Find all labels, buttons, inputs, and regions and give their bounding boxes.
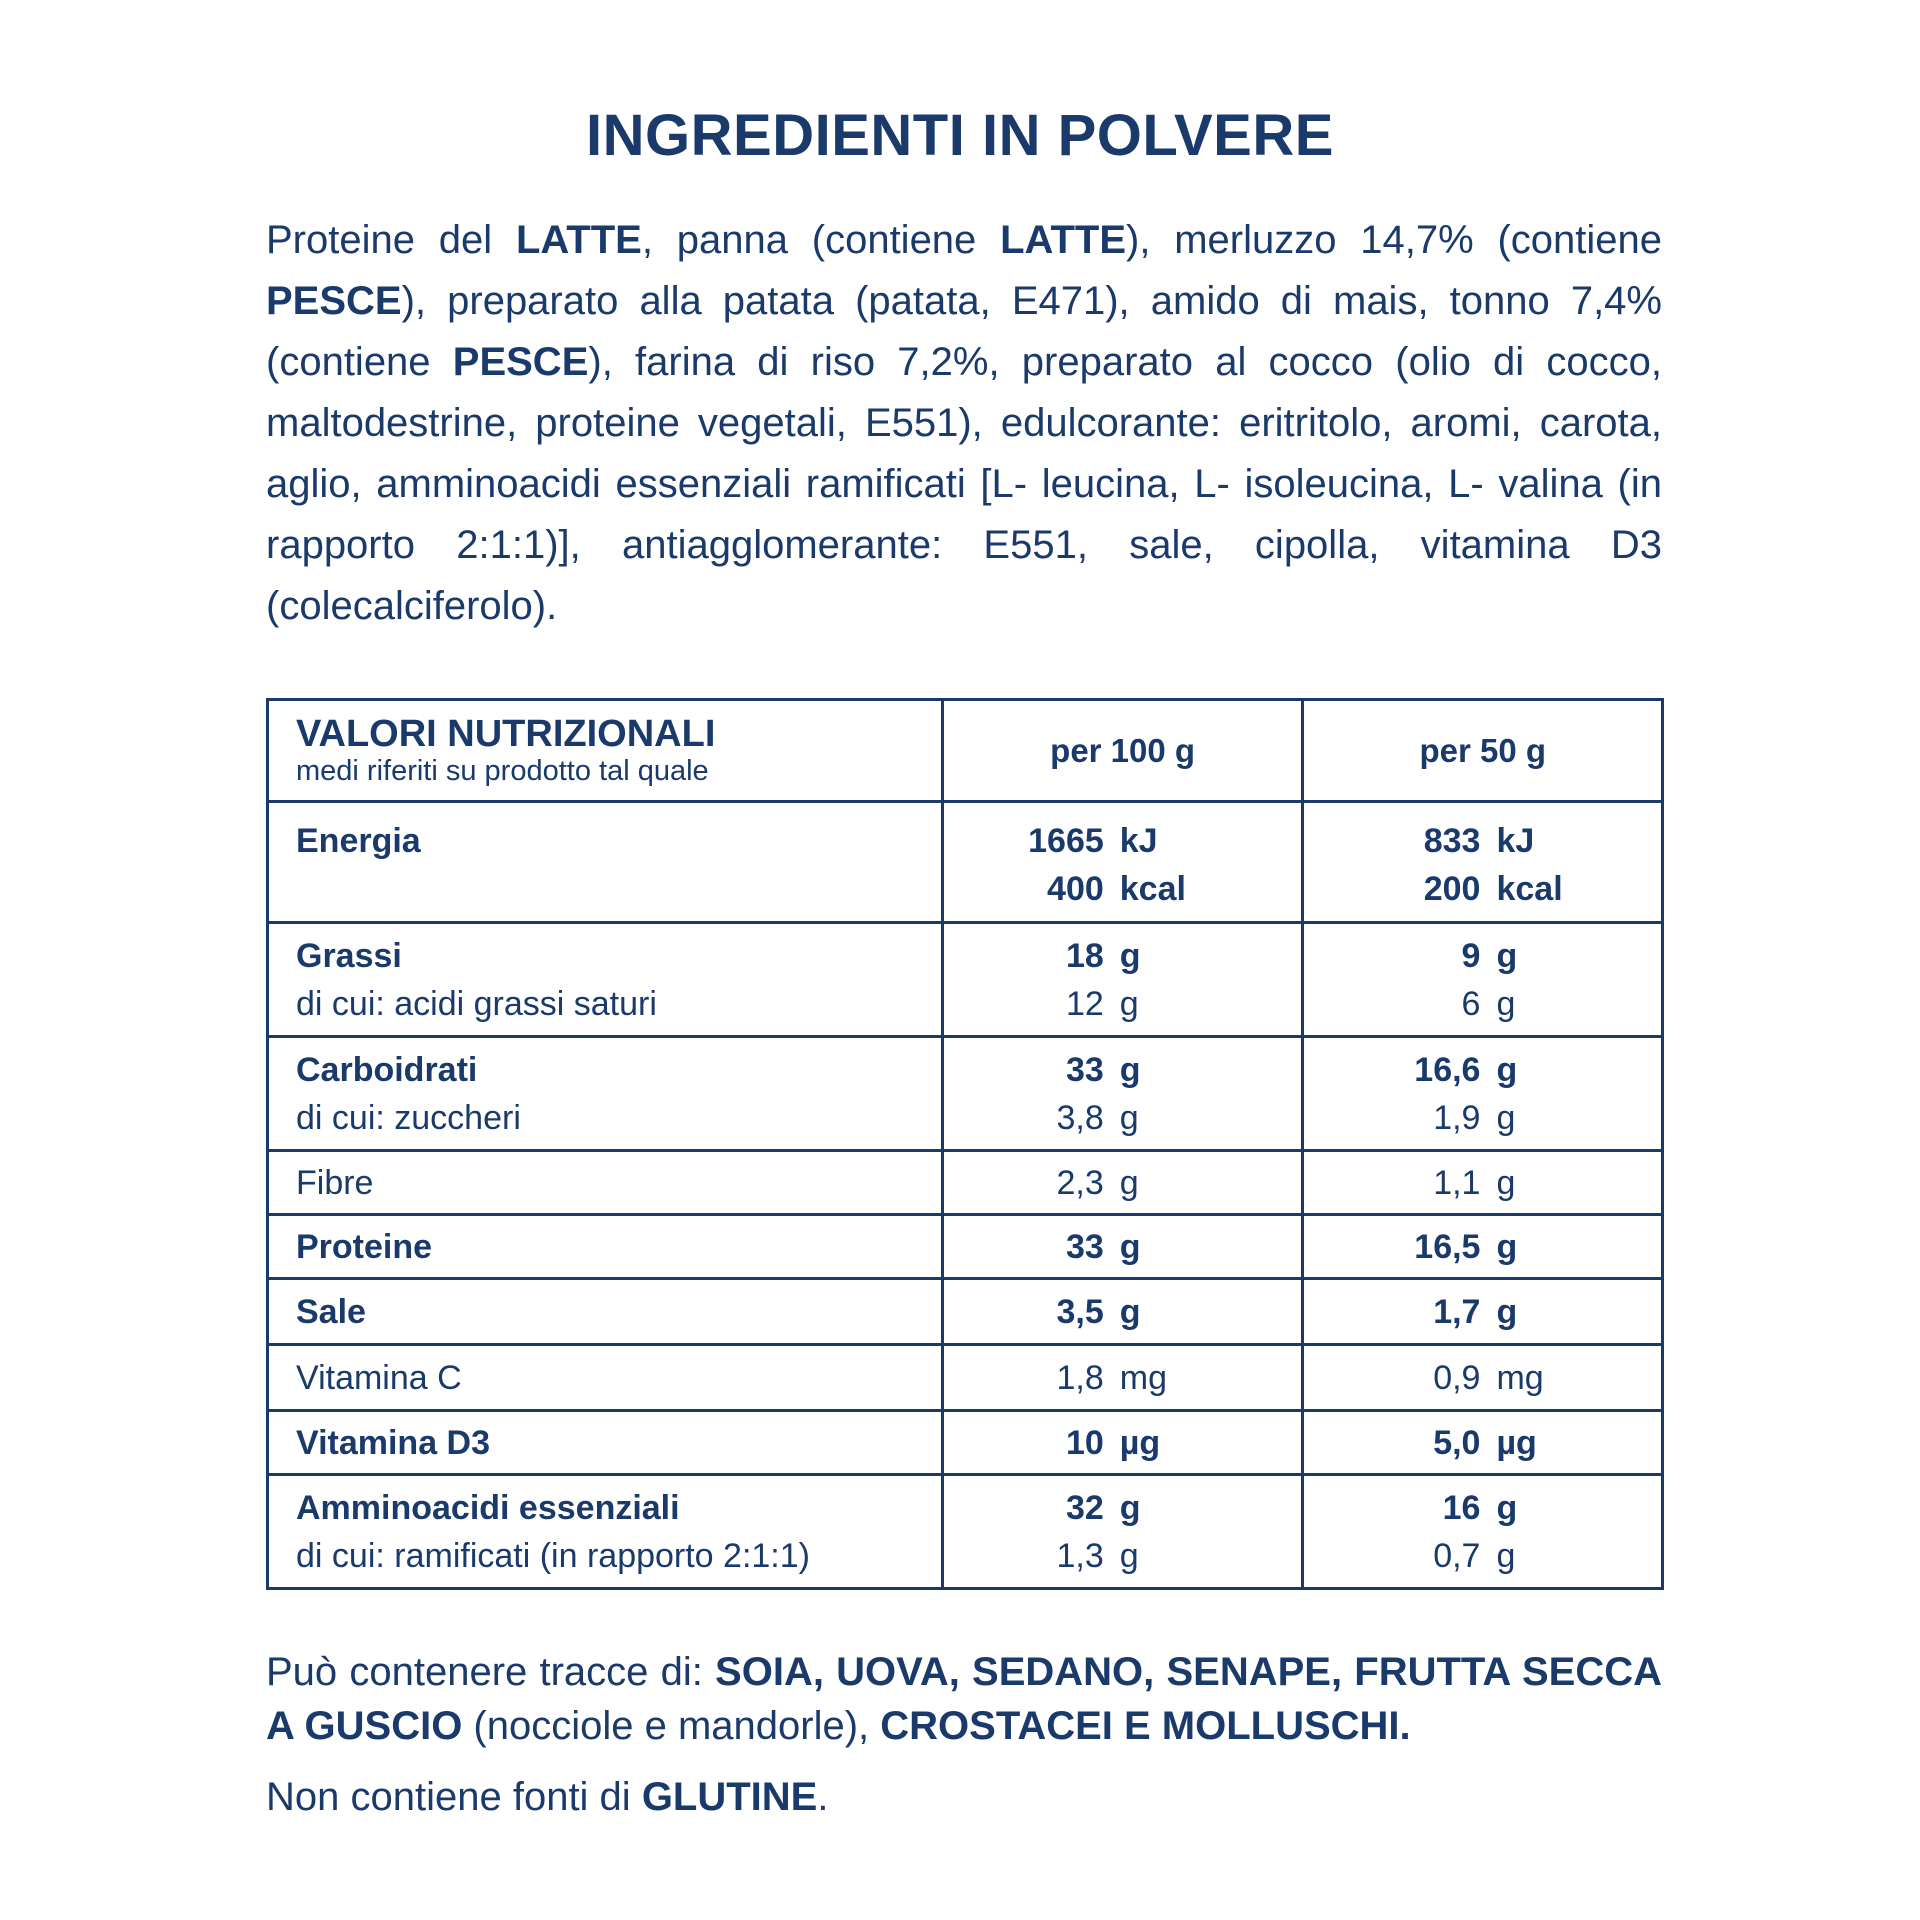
allergen-highlight: LATTE bbox=[515, 218, 642, 262]
unit: g bbox=[1119, 1163, 1139, 1202]
value-cell bbox=[1303, 802, 1663, 923]
value: 1,3 bbox=[1056, 1536, 1104, 1575]
row-label: Carboidrati bbox=[296, 1050, 478, 1089]
ingredients-segment: , panna (contiene bbox=[641, 218, 1001, 262]
row-label: Fibre bbox=[296, 1163, 374, 1202]
unit: kcal bbox=[1119, 870, 1186, 908]
value-cell bbox=[1303, 1151, 1663, 1215]
value: 33 bbox=[1065, 1050, 1104, 1089]
table-row-vitamin-d3 bbox=[268, 1411, 1663, 1475]
gluten-segment: . bbox=[817, 1775, 829, 1819]
unit: µg bbox=[1119, 1423, 1161, 1462]
value: 5,0 bbox=[1433, 1423, 1481, 1462]
gluten-segment: Non contiene fonti di bbox=[266, 1775, 642, 1819]
value-cell bbox=[1303, 1475, 1663, 1589]
unit: g bbox=[1496, 1292, 1518, 1331]
value: 1,9 bbox=[1433, 1098, 1481, 1137]
unit: g bbox=[1119, 1050, 1141, 1089]
allergen-highlight: CROSTACEI E MOLLUSCHI. bbox=[880, 1704, 1411, 1748]
value-cell bbox=[1303, 1411, 1663, 1475]
value-line bbox=[944, 865, 1302, 913]
allergen-segment: (nocciole e mandorle), bbox=[462, 1704, 881, 1748]
unit: mg bbox=[1496, 1358, 1544, 1397]
table-row-energy bbox=[268, 802, 1663, 923]
value: 16 bbox=[1442, 1488, 1481, 1527]
value: 0,7 bbox=[1433, 1536, 1481, 1575]
unit: g bbox=[1119, 1292, 1141, 1331]
unit: g bbox=[1496, 1098, 1516, 1137]
row-label-cell bbox=[268, 1411, 943, 1475]
header-name-cell bbox=[268, 700, 943, 802]
allergen-highlight: LATTE bbox=[1000, 218, 1126, 262]
allergen-highlight: PESCE bbox=[266, 279, 402, 323]
table-row-vitamin-c bbox=[268, 1345, 1663, 1411]
allergen-highlight: SOIA, UOVA, SEDANO, SENAPE, FRUTTA SECCA A GUSCIO bbox=[266, 1650, 1662, 1748]
value: 3,5 bbox=[1056, 1292, 1104, 1331]
value: 9 bbox=[1461, 936, 1481, 975]
value-cell bbox=[1303, 1037, 1663, 1151]
value: 1,7 bbox=[1433, 1292, 1481, 1331]
value-cell bbox=[942, 1151, 1303, 1215]
value-cell bbox=[1303, 1345, 1663, 1411]
value-cell bbox=[942, 1215, 1303, 1279]
unit: g bbox=[1119, 1227, 1141, 1266]
row-label-cell bbox=[268, 1345, 943, 1411]
value: 3,8 bbox=[1056, 1098, 1104, 1137]
unit: g bbox=[1496, 1488, 1518, 1527]
table-title: VALORI NUTRIZIONALI bbox=[296, 712, 716, 755]
table-row-fat bbox=[268, 923, 1663, 1037]
value: 0,9 bbox=[1433, 1358, 1481, 1397]
table-row-carbs bbox=[268, 1037, 1663, 1151]
unit: mg bbox=[1119, 1358, 1167, 1397]
row-label: Vitamina D3 bbox=[296, 1423, 491, 1462]
ingredients-text bbox=[266, 210, 1662, 637]
row-label-cell bbox=[268, 802, 943, 923]
unit: kJ bbox=[1496, 822, 1535, 860]
unit: g bbox=[1119, 1536, 1139, 1575]
value-cell bbox=[942, 923, 1303, 1037]
unit: g bbox=[1119, 936, 1141, 975]
value-cell bbox=[942, 1345, 1303, 1411]
value: 6 bbox=[1461, 984, 1481, 1023]
unit: g bbox=[1496, 1536, 1516, 1575]
value: 32 bbox=[1065, 1488, 1104, 1527]
ingredients-segment: Proteine del bbox=[266, 218, 516, 262]
row-label-cell bbox=[268, 1475, 943, 1589]
value: 400 bbox=[1047, 870, 1104, 908]
row-label: Sale bbox=[296, 1292, 366, 1331]
value: 33 bbox=[1065, 1227, 1104, 1266]
row-label-cell bbox=[268, 923, 943, 1037]
row-label-cell bbox=[268, 1151, 943, 1215]
gluten-statement bbox=[266, 1770, 1662, 1824]
table-header-row bbox=[268, 700, 1663, 802]
row-label-cell bbox=[268, 1279, 943, 1345]
unit: g bbox=[1119, 1488, 1141, 1527]
value: 1,8 bbox=[1056, 1358, 1104, 1397]
unit: g bbox=[1496, 1227, 1518, 1266]
unit: g bbox=[1496, 1050, 1518, 1089]
value: 18 bbox=[1065, 936, 1104, 975]
row-sublabel: di cui: acidi grassi saturi bbox=[296, 984, 657, 1023]
row-sublabel: di cui: zuccheri bbox=[296, 1098, 521, 1137]
value-cell bbox=[942, 1279, 1303, 1345]
value: 16,6 bbox=[1414, 1050, 1481, 1089]
value-line bbox=[944, 817, 1302, 865]
value-cell bbox=[1303, 923, 1663, 1037]
row-sublabel: di cui: ramificati (in rapporto 2:1:1) bbox=[296, 1536, 810, 1575]
value: 833 bbox=[1423, 822, 1481, 860]
table-row-protein bbox=[268, 1215, 1663, 1279]
column-header-per50: per 50 g bbox=[1303, 700, 1663, 802]
row-label: Grassi bbox=[296, 936, 402, 975]
unit: kJ bbox=[1119, 822, 1158, 860]
row-label: Amminoacidi essenziali bbox=[296, 1488, 680, 1527]
value: 12 bbox=[1065, 984, 1104, 1023]
unit: g bbox=[1496, 984, 1516, 1023]
row-label-cell bbox=[268, 1037, 943, 1151]
value-line bbox=[1304, 817, 1661, 865]
value: 1,1 bbox=[1433, 1163, 1481, 1202]
allergen-highlight: GLUTINE bbox=[641, 1775, 818, 1819]
unit: g bbox=[1496, 936, 1518, 975]
unit: g bbox=[1119, 984, 1139, 1023]
unit: kcal bbox=[1496, 870, 1563, 908]
value-cell bbox=[942, 1037, 1303, 1151]
value: 16,5 bbox=[1414, 1227, 1481, 1266]
value-cell bbox=[942, 802, 1303, 923]
value: 200 bbox=[1423, 870, 1481, 908]
ingredients-segment: ), preparato alla patata (patata, E471), amido di mais, tonno 7,4% (contiene bbox=[266, 279, 1662, 384]
allergen-traces-text bbox=[266, 1645, 1662, 1753]
ingredients-segment: ), merluzzo 14,7% (contiene bbox=[1126, 218, 1663, 262]
value-cell bbox=[942, 1475, 1303, 1589]
value-cell bbox=[1303, 1279, 1663, 1345]
allergen-highlight: PESCE bbox=[452, 340, 589, 384]
value: 10 bbox=[1065, 1423, 1104, 1462]
column-header-per100: per 100 g bbox=[942, 700, 1303, 802]
table-subtitle: medi riferiti su prodotto tal quale bbox=[296, 754, 709, 787]
value-line bbox=[1304, 865, 1661, 913]
value-cell bbox=[1303, 1215, 1663, 1279]
unit: µg bbox=[1496, 1423, 1537, 1462]
row-label: Vitamina C bbox=[296, 1358, 462, 1397]
unit: g bbox=[1496, 1163, 1516, 1202]
value-cell bbox=[942, 1411, 1303, 1475]
unit: g bbox=[1119, 1098, 1139, 1137]
table-row-salt bbox=[268, 1279, 1663, 1345]
value: 1665 bbox=[1028, 822, 1104, 860]
nutrition-table bbox=[266, 698, 1664, 1590]
row-label: Energia bbox=[296, 822, 421, 860]
value: 2,3 bbox=[1056, 1163, 1104, 1202]
allergen-segment: Può contenere tracce di: bbox=[266, 1650, 716, 1694]
row-label-cell bbox=[268, 1215, 943, 1279]
table-row-amino-acids bbox=[268, 1475, 1663, 1589]
table-row-fibre bbox=[268, 1151, 1663, 1215]
page-title: INGREDIENTI IN POLVERE bbox=[586, 103, 1334, 168]
ingredients-segment: ), farina di riso 7,2%, preparato al cocco (olio di cocco, maltodestrine, proteine vegetali, E551), edulcorante: eritritolo, aromi, carota, aglio, amminoacidi essenziali ramificati [L- leucina, L- isoleucina, L- valina (in rapporto 2:1:1)], antiagglomerante: E551, sale, cipolla, vitamina D3 (colecalciferolo). bbox=[266, 340, 1662, 628]
row-label: Proteine bbox=[296, 1227, 433, 1266]
